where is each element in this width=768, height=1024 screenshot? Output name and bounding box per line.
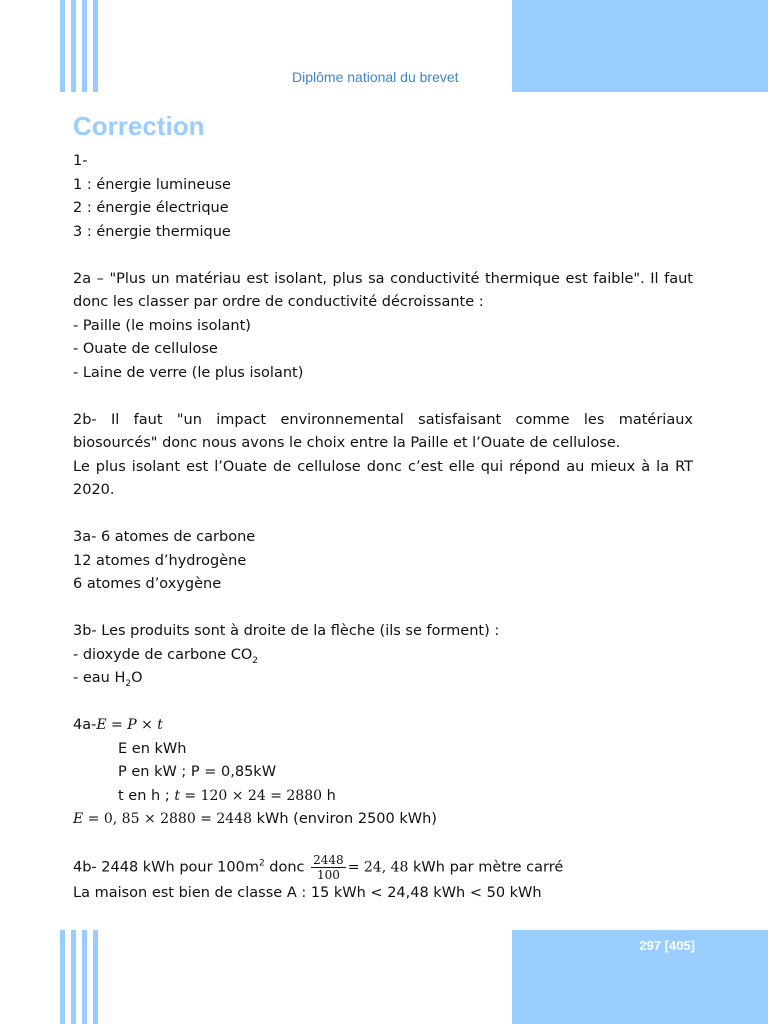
formula-op: = <box>106 717 128 733</box>
q4a-unit-t <box>73 785 693 809</box>
footer-stripes <box>60 930 98 1024</box>
q3b-water-text: - eau H <box>73 670 126 686</box>
q4b-prefix: 4b- 2448 kWh pour 100m <box>73 859 259 876</box>
formula-var: t <box>157 717 163 733</box>
fraction-denominator: 100 <box>316 868 340 882</box>
q4b-suffix: kWh par mètre carré <box>408 859 564 876</box>
q2a-text: 2a – "Plus un matériau est isolant, plus sa conductivité thermique est faible". Il faut donc les classer par ordre de conductivité décroissante : <box>73 270 693 310</box>
footer-stripe <box>93 930 98 1024</box>
correction-content <box>73 150 693 906</box>
q2b-text: Le plus isolant est l’Ouate de cellulose donc c’est elle qui répond au mieux à la RT 2020. <box>73 458 693 498</box>
footer-stripe <box>71 930 76 1024</box>
q4a-result-suffix: kWh (environ 2500 kWh) <box>252 811 437 827</box>
footer-stripe <box>82 930 87 1024</box>
q4b-conclusion: La maison est bien de classe A : 15 kWh < 24,48 kWh < 50 kWh <box>73 885 542 901</box>
q2b-text: 2b- Il faut "un impact environnemental satisfaisant comme les matériaux biosourcés" donc nous avons le choix entre la Paille et l’Ouate de cellulose. <box>73 411 693 451</box>
q3a-line: 12 atomes d’hydrogène <box>73 552 247 569</box>
footer-stripe <box>60 930 65 1024</box>
page-heading: Correction <box>73 111 205 141</box>
formula-var: E <box>96 717 107 733</box>
q4a-formula-line <box>73 714 693 738</box>
header-stripes <box>60 0 98 92</box>
q4a-result <box>73 808 693 832</box>
q3a-line: 6 atomes d’oxygène <box>73 576 222 592</box>
header-title: Diplôme national du brevet <box>292 69 459 85</box>
q4a-formula <box>96 717 163 733</box>
q4a-result-formula <box>73 811 252 827</box>
q4b-equals: = 24, 48 <box>347 859 409 876</box>
q2a-item: - Laine de verre (le plus isolant) <box>73 364 304 381</box>
header-stripe <box>93 0 98 92</box>
q1-item: 2 : énergie électrique <box>73 200 229 216</box>
q4b-fraction <box>311 853 346 882</box>
q1-label: 1- <box>73 153 88 169</box>
header-stripe <box>82 0 87 92</box>
header-stripe <box>60 0 65 92</box>
q4b-donc: donc <box>264 859 310 876</box>
q4a-t-formula <box>174 788 322 804</box>
header-stripe <box>71 0 76 92</box>
q1-item: 3 : énergie thermique <box>73 223 231 240</box>
q4a-unit-P: P en kW ; P = 0,85kW <box>118 764 277 780</box>
q4a-unit-E: E en kWh <box>118 740 187 757</box>
fraction-numerator: 2448 <box>313 853 344 867</box>
formula-op: × <box>136 717 158 733</box>
q3b-water <box>73 667 693 691</box>
formula-var: E <box>73 811 84 827</box>
q1-item: 1 : énergie lumineuse <box>73 176 231 193</box>
q3a-line: 3a- 6 atomes de carbone <box>73 529 256 545</box>
q3b-water-suffix: O <box>131 670 143 686</box>
q4a-t-suffix: h <box>322 787 336 804</box>
q3b-water-subscript: 2 <box>125 678 132 689</box>
q4a-t-text: t en h ; <box>118 787 175 804</box>
q3b-co2 <box>73 644 693 668</box>
q3b-intro: 3b- Les produits sont à droite de la flèche (ils se forment) : <box>73 623 500 639</box>
formula-var: t <box>174 787 180 804</box>
header-block <box>512 0 768 92</box>
q4b-superscript: 2 <box>258 858 265 869</box>
q3b-co2-text: - dioxyde de carbone CO <box>73 646 253 663</box>
q3b-co2-subscript: 2 <box>252 655 259 666</box>
q4b-line <box>73 853 693 882</box>
formula-rest: = 120 × 24 = 2880 <box>179 787 323 804</box>
page-number: 297 [405] <box>639 938 695 953</box>
formula-var: P <box>127 717 137 733</box>
q2a-item: - Paille (le moins isolant) <box>73 317 251 334</box>
q4a-label: 4a- <box>73 717 97 733</box>
formula-rest: = 0, 85 × 2880 = 2448 <box>83 811 253 827</box>
q2a-item: - Ouate de cellulose <box>73 341 218 357</box>
